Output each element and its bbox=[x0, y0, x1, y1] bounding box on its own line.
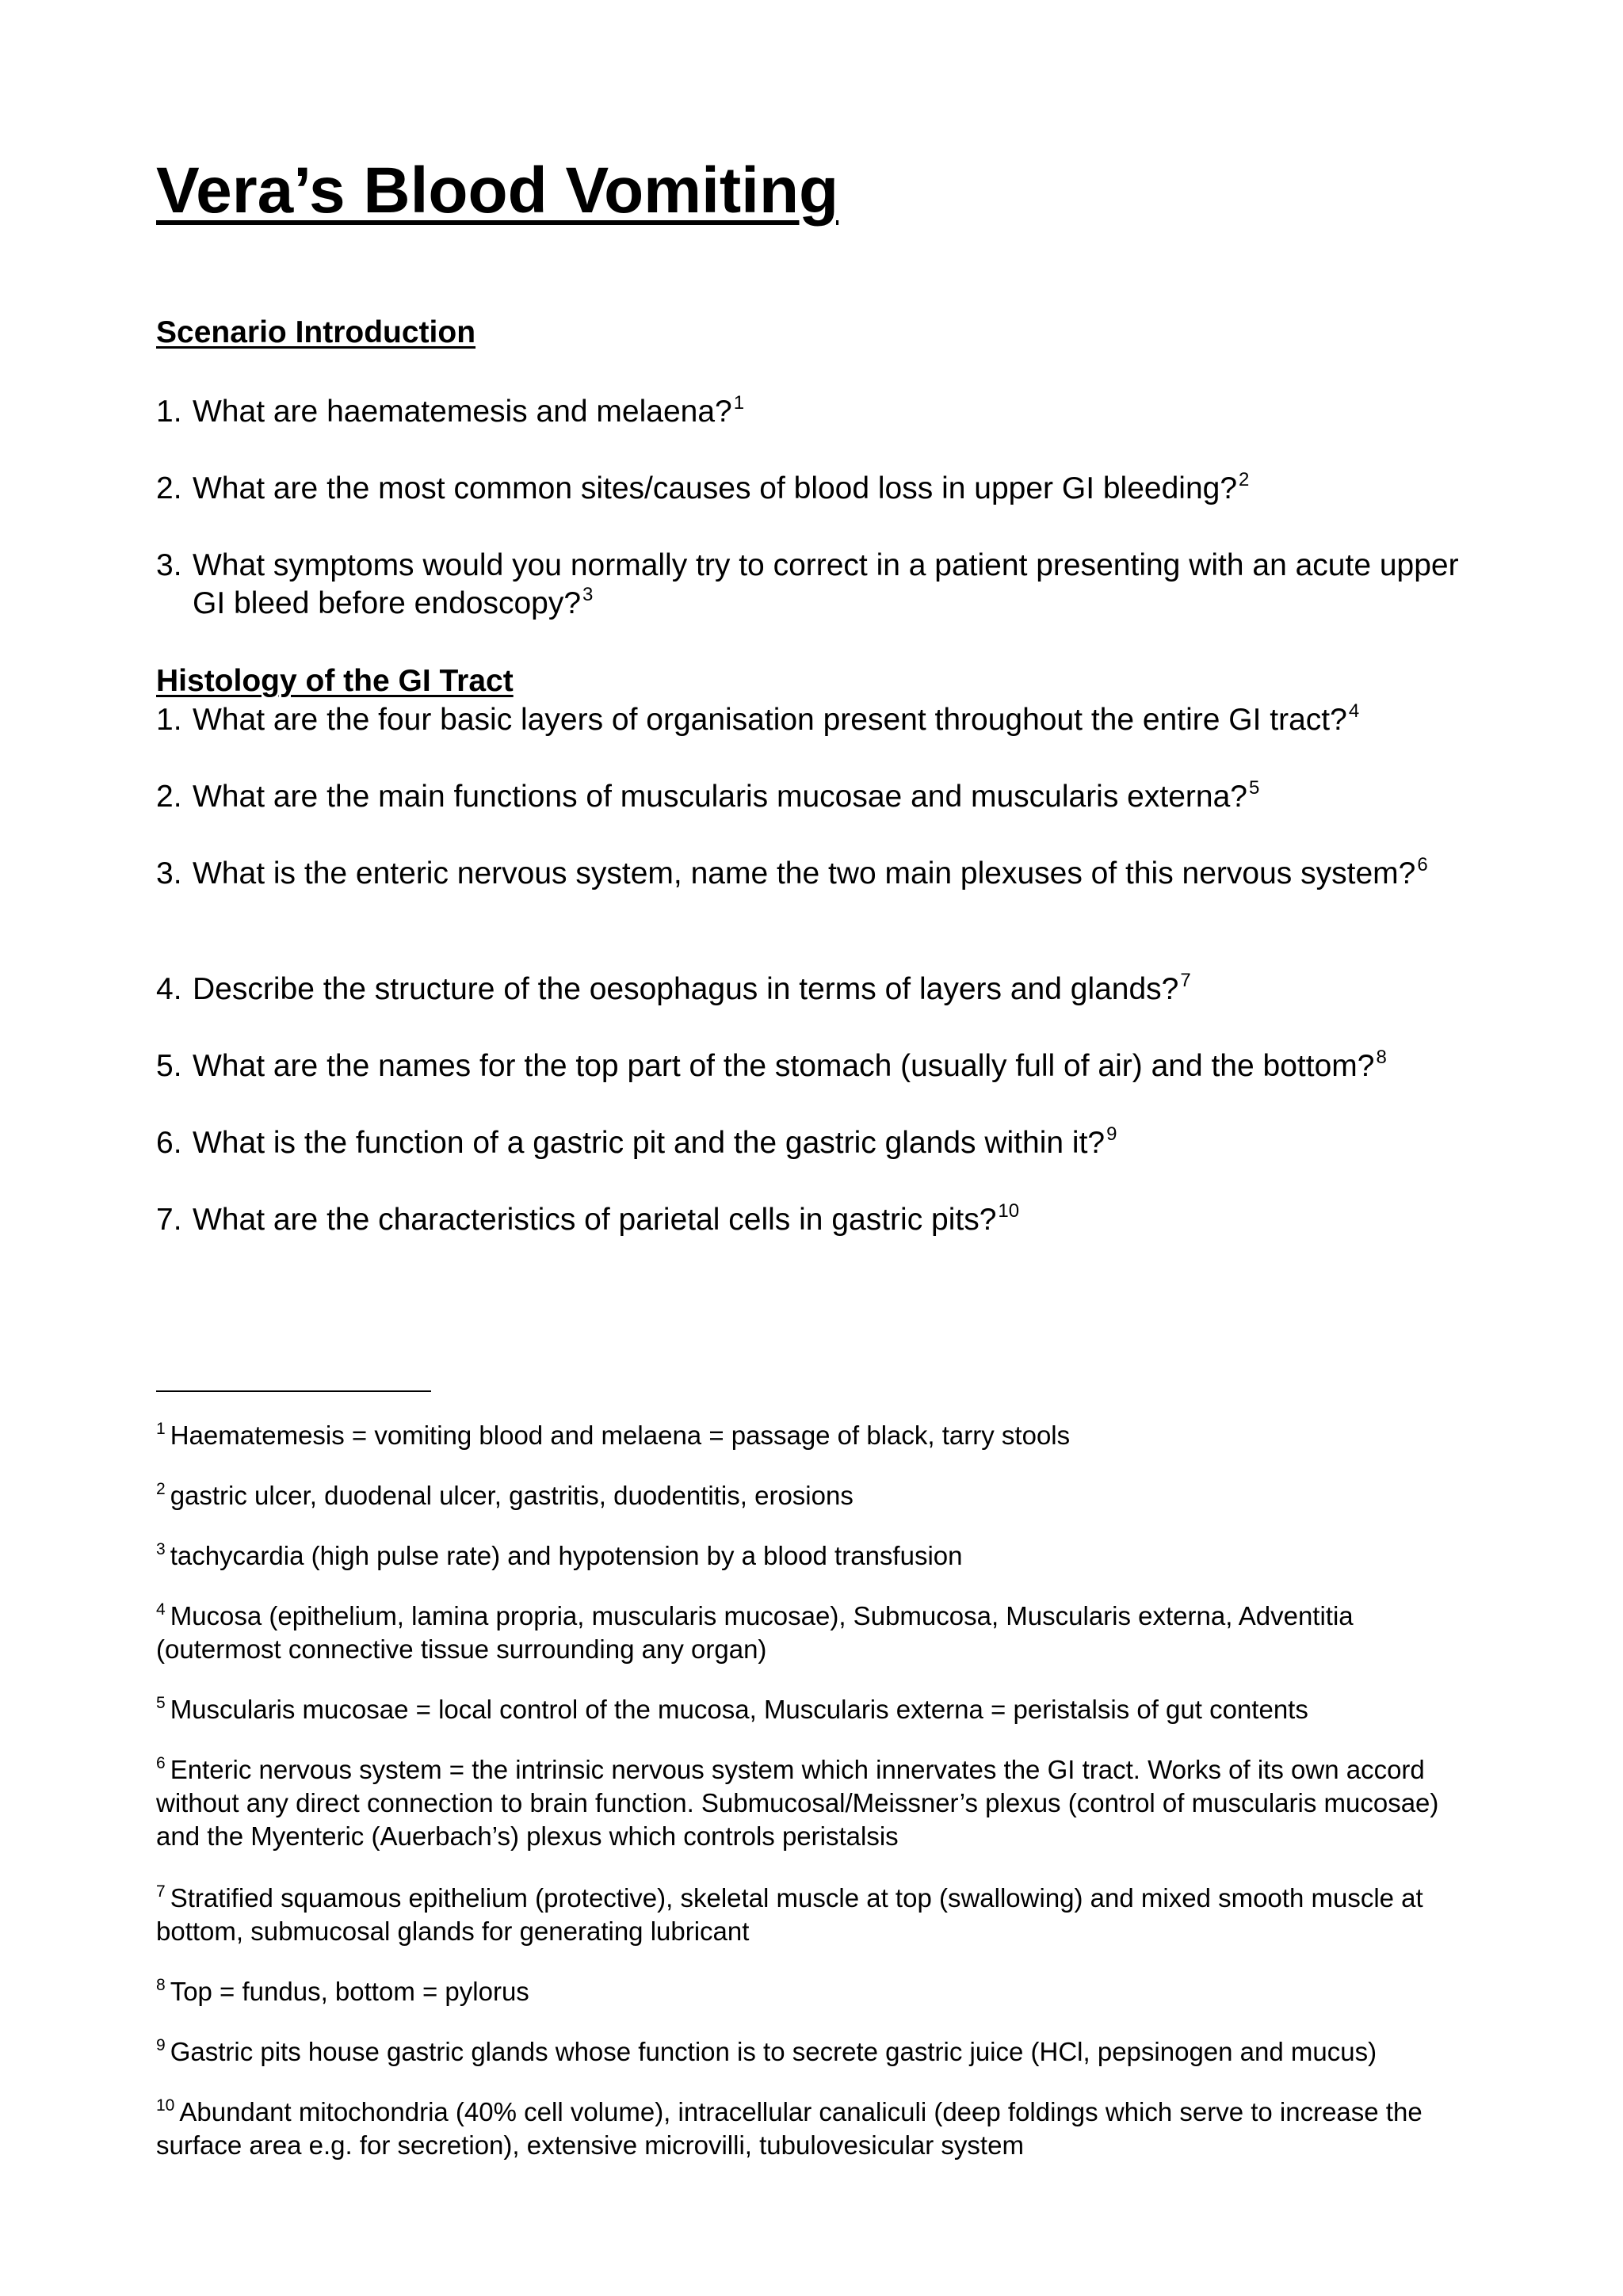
question-item bbox=[156, 701, 1472, 739]
footnote-reference[interactable]: 10 bbox=[998, 1200, 1020, 1222]
footnote bbox=[156, 1882, 1472, 1948]
footnote-number: 8 bbox=[156, 1976, 166, 1994]
question-text: What are the characteristics of parietal cells in gastric pits? bbox=[193, 1203, 997, 1237]
footnote-number: 2 bbox=[156, 1480, 166, 1498]
footnote-reference[interactable]: 9 bbox=[1106, 1123, 1117, 1145]
footnote bbox=[156, 1479, 1472, 1512]
footnote-reference[interactable]: 8 bbox=[1376, 1047, 1387, 1068]
section-heading-histology-of-the-gi-tract: Histology of the GI Tract bbox=[156, 664, 514, 698]
footnote-reference[interactable]: 5 bbox=[1248, 777, 1260, 799]
question-number: 7. bbox=[156, 1203, 182, 1237]
question-item bbox=[156, 855, 1472, 893]
footnote-separator bbox=[156, 1390, 431, 1392]
footnote-number: 4 bbox=[156, 1600, 166, 1619]
footnote-text: Gastric pits house gastric glands whose function is to secrete gastric juice (HCl, pepsinogen and mucus) bbox=[170, 2037, 1377, 2066]
question-text: Describe the structure of the oesophagus in terms of layers and glands? bbox=[193, 972, 1179, 1006]
footnote-text: gastric ulcer, duodenal ulcer, gastritis, duodentitis, erosions bbox=[170, 1481, 854, 1510]
question-text: What are the four basic layers of organisation present throughout the entire GI tract? bbox=[193, 703, 1347, 737]
section-heading-scenario-introduction: Scenario Introduction bbox=[156, 315, 476, 349]
question-number: 5. bbox=[156, 1049, 182, 1083]
page-title: Vera’s Blood Vomiting bbox=[156, 154, 839, 227]
footnote-number: 6 bbox=[156, 1754, 166, 1772]
question-number: 4. bbox=[156, 972, 182, 1006]
footnote-reference[interactable]: 7 bbox=[1180, 970, 1191, 991]
question-number: 3. bbox=[156, 548, 182, 582]
footnote bbox=[156, 1753, 1472, 1853]
question-text: What is the function of a gastric pit and the gastric glands within it? bbox=[193, 1126, 1106, 1160]
question-item bbox=[156, 393, 1472, 431]
footnote-reference[interactable]: 3 bbox=[582, 584, 594, 605]
question-item bbox=[156, 470, 1472, 508]
question-text: What is the enteric nervous system, name the two main plexuses of this nervous system? bbox=[193, 856, 1416, 891]
question-number: 3. bbox=[156, 856, 182, 891]
footnote-reference[interactable]: 6 bbox=[1417, 854, 1428, 875]
question-item bbox=[156, 1201, 1472, 1239]
footnote bbox=[156, 1693, 1472, 1726]
footnote-number: 1 bbox=[156, 1420, 166, 1438]
question-text: What are the names for the top part of the stomach (usually full of air) and the bottom? bbox=[193, 1049, 1375, 1083]
question-item bbox=[156, 971, 1472, 1009]
footnote-reference[interactable]: 2 bbox=[1239, 469, 1250, 490]
question-number: 1. bbox=[156, 395, 182, 429]
footnote-number: 3 bbox=[156, 1540, 166, 1558]
footnote-reference[interactable]: 1 bbox=[733, 392, 745, 414]
question-item bbox=[156, 1124, 1472, 1162]
footnote-text: Mucosa (epithelium, lamina propria, muscularis mucosae), Submucosa, Muscularis externa, Adventitia (outermost connective tissue surrounding any organ) bbox=[156, 1601, 1354, 1664]
question-text: What symptoms would you normally try to correct in a patient presenting with an acute upper GI bleed before endoscopy? bbox=[193, 548, 1459, 620]
footnote-text: Enteric nervous system = the intrinsic nervous system which innervates the GI tract. Works of its own accord without any direct connection to brain function. Submucosal/Meissner’s plexus (control of muscularis mucosae) and the Myenteric (Auerbach’s) plexus which controls peristalsis bbox=[156, 1755, 1439, 1851]
footnote-text: Top = fundus, bottom = pylorus bbox=[170, 1977, 529, 2006]
question-item bbox=[156, 778, 1472, 816]
footnote bbox=[156, 2035, 1472, 2069]
footnote-number: 7 bbox=[156, 1882, 166, 1901]
question-text: What are the most common sites/causes of blood loss in upper GI bleeding? bbox=[193, 471, 1238, 505]
footnote bbox=[156, 1419, 1472, 1452]
footnote bbox=[156, 1975, 1472, 2008]
footnote bbox=[156, 1539, 1472, 1573]
question-item bbox=[156, 547, 1472, 623]
question-number: 2. bbox=[156, 471, 182, 505]
footnote-text: Haematemesis = vomiting blood and melaena = passage of black, tarry stools bbox=[170, 1421, 1071, 1450]
question-text: What are the main functions of muscularis mucosae and muscularis externa? bbox=[193, 780, 1247, 814]
footnote-text: Stratified squamous epithelium (protective), skeletal muscle at top (swallowing) and mixed smooth muscle at bottom, submucosal glands for generating lubricant bbox=[156, 1883, 1423, 1946]
question-number: 1. bbox=[156, 703, 182, 737]
footnote-text: Muscularis mucosae = local control of the mucosa, Muscularis externa = peristalsis of gut contents bbox=[170, 1695, 1308, 1724]
footnote bbox=[156, 1600, 1472, 1666]
footnote-text: tachycardia (high pulse rate) and hypotension by a blood transfusion bbox=[170, 1541, 963, 1570]
footnote-number: 5 bbox=[156, 1694, 166, 1712]
footnote-reference[interactable]: 4 bbox=[1348, 700, 1360, 722]
footnote-number: 10 bbox=[156, 2096, 175, 2115]
footnote-number: 9 bbox=[156, 2036, 166, 2054]
question-item bbox=[156, 1047, 1472, 1085]
question-number: 2. bbox=[156, 780, 182, 814]
question-text: What are haematemesis and melaena? bbox=[193, 395, 732, 429]
footnote-text: Abundant mitochondria (40% cell volume), intracellular canaliculi (deep foldings which serve to increase the surface area e.g. for secretion), extensive microvilli, tubulovesicular system bbox=[156, 2097, 1423, 2160]
footnote bbox=[156, 2096, 1472, 2162]
question-number: 6. bbox=[156, 1126, 182, 1160]
